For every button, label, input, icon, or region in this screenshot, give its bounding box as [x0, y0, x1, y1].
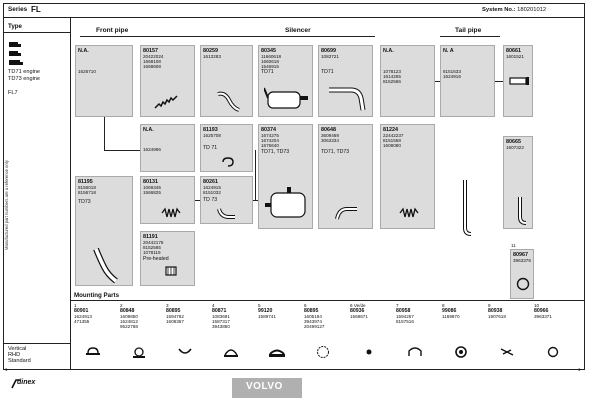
part-card-80665[interactable] — [503, 136, 533, 229]
mounting-item-index: 7 — [396, 303, 399, 308]
part-numbers: 1589741 — [258, 314, 276, 319]
part-card-80131[interactable] — [140, 176, 195, 224]
part-numbers: 1609850 1624812 9522768 — [120, 314, 138, 329]
part-code: N.A. — [78, 48, 89, 54]
part-numbers: 1083721 — [321, 54, 339, 59]
mounting-part-icon — [84, 345, 102, 359]
part-code: 80895 — [166, 308, 181, 314]
heater-element-icon — [163, 264, 179, 278]
item-index: 11 — [511, 243, 516, 248]
part-card-80261[interactable] — [200, 176, 253, 224]
part-code: N. A — [443, 48, 454, 54]
part-numbers: 3963378 — [513, 258, 531, 263]
part-card-na2[interactable] — [380, 45, 435, 117]
part-code: 80665 — [506, 139, 521, 145]
part-numbers: 1594762 1608367 — [166, 314, 184, 324]
mounting-item-index: 10 — [534, 303, 540, 308]
mounting-part-icon — [406, 345, 424, 359]
part-card-80345[interactable] — [258, 45, 313, 117]
connector — [255, 150, 256, 200]
footer-left-divider — [3, 343, 70, 344]
part-code: 81191 — [143, 234, 158, 240]
left-column-divider — [70, 17, 71, 370]
mounting-part-icon — [130, 345, 148, 359]
part-numbers: 1083691 1587317 3943850 — [212, 314, 230, 329]
part-numbers: 8151633 1624916 — [443, 69, 461, 80]
part-numbers: 1601521 — [506, 54, 524, 59]
type-divider — [3, 32, 70, 33]
tail-pipe-icon — [512, 195, 528, 225]
part-engine: TD71, TD73 — [321, 149, 350, 155]
mounting-part-80871[interactable] — [212, 309, 252, 329]
part-numbers: 22442237 8151558 1608080 — [383, 133, 404, 149]
mounting-part-80936[interactable] — [350, 309, 390, 319]
disclaimer-text: Manufactured part numbers are a reference only — [4, 160, 9, 250]
part-note: Pre-heated — [143, 256, 169, 262]
mounting-divider — [70, 300, 585, 301]
connector — [435, 81, 440, 82]
mounting-item-index: 8 — [442, 303, 445, 308]
section-tail-pipe: Tail pipe — [455, 27, 482, 34]
mounting-item-index: 9 — [488, 303, 491, 308]
part-code: 80157 — [143, 48, 158, 54]
spring-clamp-icon — [153, 94, 183, 112]
part-code: 80261 — [203, 179, 218, 185]
mounting-item-index: 6 — [304, 303, 307, 308]
mounting-item-index: 1 — [74, 303, 77, 308]
tail-pipe-bracket — [440, 36, 500, 37]
orientation-vertical: Vertical — [8, 346, 27, 352]
part-engine: TD73 — [78, 199, 91, 205]
part-code: 80374 — [261, 127, 276, 133]
silencer-icon — [264, 84, 310, 114]
spring-clamp-icon — [399, 207, 419, 219]
part-code: N.A. — [143, 127, 154, 133]
part-numbers: 1613283 — [203, 54, 221, 59]
variant-standard: Standard — [8, 358, 31, 364]
mounting-item-index: 2 — [120, 303, 123, 308]
part-numbers: 20422024 1668108 1668608 — [143, 54, 164, 70]
drive-rhd: RHD — [8, 352, 21, 358]
connector — [104, 117, 105, 150]
part-code: 81193 — [203, 127, 218, 133]
brand-name: VOLVO — [246, 381, 283, 392]
section-silencer: Silencer — [285, 27, 311, 34]
pipe-bend-icon — [217, 207, 237, 221]
mounting-part-80966[interactable] — [534, 309, 574, 319]
part-engine: TD71, TD73 — [261, 149, 290, 155]
part-numbers: 1625708 — [203, 133, 221, 138]
part-code: 99120 — [258, 308, 273, 314]
part-card-80157[interactable] — [140, 45, 195, 117]
part-card-na1[interactable] — [75, 45, 133, 117]
gasket-ring-icon — [515, 276, 531, 292]
mounting-item-index: 3 — [166, 303, 169, 308]
part-numbers: 3609469 3063334 — [321, 133, 339, 144]
logo-text: dinex — [17, 379, 36, 386]
part-card-81224[interactable] — [380, 124, 435, 229]
part-card-80259[interactable] — [200, 45, 253, 117]
mounting-part-icon — [452, 345, 470, 359]
pipe-bend-icon — [215, 90, 241, 114]
mounting-part-99086[interactable] — [442, 309, 482, 319]
mounting-part-80901[interactable] — [74, 309, 114, 324]
part-numbers: 1078123 1614265 8152566 — [383, 69, 401, 85]
part-numbers: 1605194 3943974 20499127 — [304, 314, 325, 329]
mounting-item-index: 6 Ve/de — [350, 303, 366, 308]
part-code: 80938 — [488, 308, 503, 314]
mounting-part-icon — [544, 345, 562, 359]
part-card-81195[interactable] — [75, 176, 133, 286]
part-code: 80848 — [120, 308, 135, 314]
section-mounting-parts: Mounting Parts — [74, 292, 120, 299]
tail-pipe-long-icon — [455, 176, 475, 236]
section-front-pipe: Front pipe — [96, 27, 129, 34]
page-number-left: 1 — [5, 367, 8, 372]
part-numbers: 1594267 8157516 — [396, 314, 414, 324]
part-numbers: 1607322 — [506, 145, 524, 150]
series-label: Series — [8, 6, 28, 13]
mounting-part-80938[interactable] — [488, 309, 528, 319]
connector — [253, 200, 258, 201]
pipe-end-icon — [508, 74, 530, 88]
part-code: 80966 — [534, 308, 549, 314]
part-code: 80131 — [143, 179, 158, 185]
header-divider — [3, 17, 585, 18]
pipe-bend-icon — [335, 205, 359, 223]
part-code: 80661 — [506, 48, 521, 54]
part-code: 80871 — [212, 308, 227, 314]
mounting-part-80958[interactable] — [396, 309, 436, 324]
part-numbers: 1625710 — [78, 69, 96, 74]
part-engine: TD71 — [321, 69, 334, 75]
mounting-part-80848[interactable] — [120, 309, 160, 329]
part-code: 80901 — [74, 308, 89, 314]
part-code: 80648 — [321, 127, 336, 133]
part-numbers: 1169870 — [442, 314, 460, 319]
part-card-80967[interactable] — [510, 249, 534, 299]
part-numbers: 1568671 — [350, 314, 368, 319]
part-numbers: 1624915 8151032 — [203, 185, 221, 196]
mounting-part-icon — [268, 345, 286, 359]
part-engine: TD71 — [261, 69, 274, 75]
part-numbers: 1674275 1674204 1676640 — [261, 133, 279, 149]
page-number-right: 1 — [578, 367, 581, 372]
part-code: 80936 — [350, 308, 365, 314]
system-number: System No.: 180201012 — [482, 7, 547, 13]
part-code: 80259 — [203, 48, 218, 54]
type-label: Type — [8, 23, 22, 30]
part-code: 80967 — [513, 252, 528, 258]
mounting-part-icon — [222, 345, 240, 359]
mounting-part-icon — [314, 345, 332, 359]
front-pipe-icon — [90, 245, 120, 285]
part-code: 80699 — [321, 48, 336, 54]
connector — [195, 200, 200, 201]
mounting-item-index: 5 — [258, 303, 261, 308]
part-numbers: 3963371 — [534, 314, 552, 319]
part-card-80648[interactable] — [318, 124, 373, 229]
mounting-part-icon — [176, 345, 194, 359]
part-card-80374[interactable] — [258, 124, 313, 229]
part-numbers: 1624996 — [143, 147, 161, 152]
mounting-item-index: 4 — [212, 303, 215, 308]
part-code: 81224 — [383, 127, 398, 133]
part-engine: TD 73 — [203, 197, 218, 203]
part-code: 80895 — [304, 308, 319, 314]
part-card-na3[interactable] — [440, 45, 495, 117]
silencer-icon — [265, 187, 309, 223]
mounting-part-80895[interactable] — [166, 309, 206, 324]
part-numbers: 11660618 1660618 1546915 — [261, 54, 282, 70]
part-numbers: 1624913 471355 — [74, 314, 92, 324]
part-numbers: 1907618 — [488, 314, 506, 319]
engine-tdb71: TD71 engine — [8, 69, 41, 75]
truck-icon — [8, 40, 30, 70]
part-code: N.A. — [383, 48, 394, 54]
part-code: 99086 — [442, 308, 457, 314]
mounting-part-icon — [498, 345, 516, 359]
mounting-part-80895[interactable] — [304, 309, 344, 329]
part-card-81193[interactable] — [200, 124, 253, 172]
part-code: 80958 — [396, 308, 411, 314]
model-name: FL7 — [8, 90, 18, 96]
part-card-80699[interactable] — [318, 45, 373, 117]
front-pipe-bracket — [80, 36, 255, 37]
pipe-bend-icon — [327, 86, 367, 112]
part-card-na4[interactable] — [140, 124, 195, 172]
engine-td73: TD73 engine — [8, 76, 41, 82]
clamp-icon — [221, 156, 235, 168]
part-engine: TD 71 — [203, 145, 218, 151]
connector — [495, 81, 503, 82]
part-code: 80345 — [261, 48, 276, 54]
part-code: 81195 — [78, 179, 93, 185]
spring-clamp-icon — [161, 205, 181, 219]
connector — [104, 150, 140, 151]
part-card-81191[interactable] — [140, 231, 195, 286]
mounting-part-icon — [360, 345, 378, 359]
part-numbers: 20442178 8152565 1078119 — [143, 240, 164, 256]
series-value: FL — [31, 5, 41, 14]
part-numbers: 1069345 1566825 — [143, 185, 161, 196]
dinex-logo — [10, 377, 40, 389]
silencer-bracket — [255, 36, 375, 37]
part-numbers: 8156018 8156718 — [78, 185, 96, 196]
part-card-80661[interactable] — [503, 45, 533, 117]
mounting-part-99120[interactable] — [258, 309, 298, 319]
